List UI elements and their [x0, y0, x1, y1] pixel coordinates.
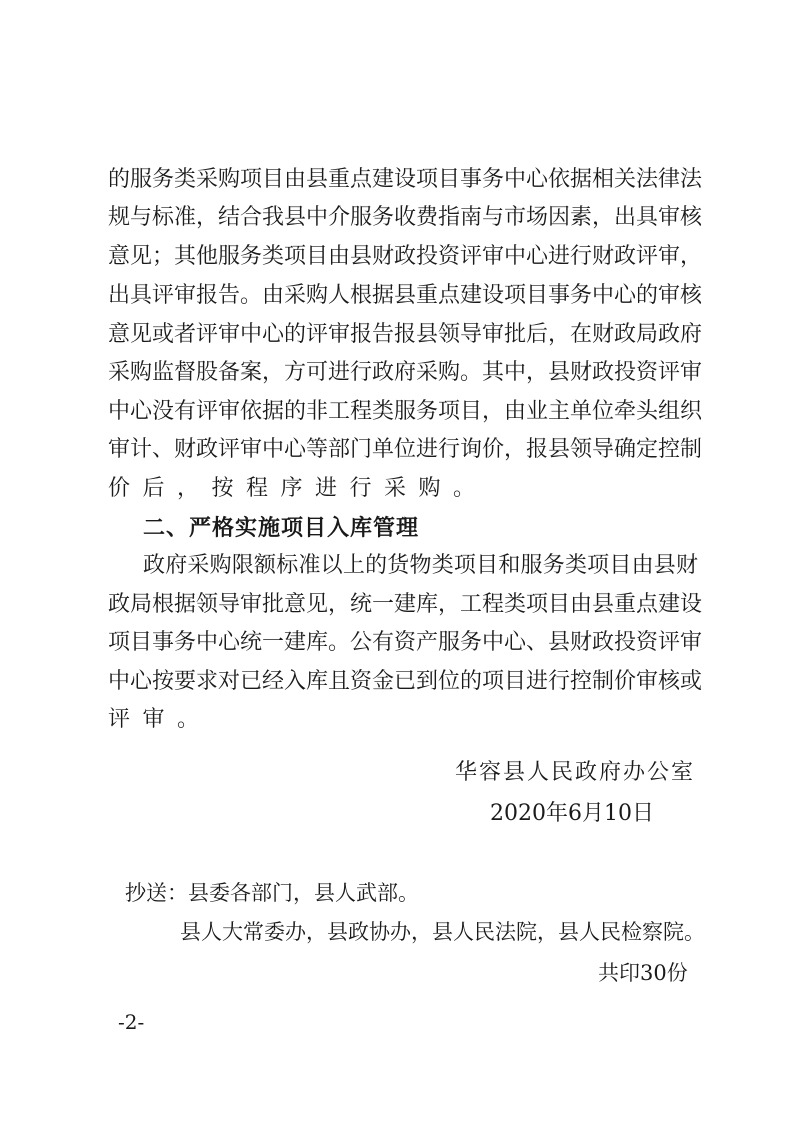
issuer-name: 华容县人民政府办公室: [455, 760, 696, 785]
paragraph1-line: 出具评审报告。由采购人根据县重点建设项目事务中心的审核: [108, 283, 703, 308]
page-number: -2-: [118, 1010, 145, 1034]
paragraph1-line: 中心没有评审依据的非工程类服务项目，由业主单位牵头组织: [108, 399, 703, 424]
paragraph2-line: 中心按要求对已经入库且资金已到位的项目进行控制价审核或: [108, 669, 703, 694]
copies-count: 共印30份: [598, 961, 688, 985]
paragraph1-line: 规与标准，结合我县中介服务收费指南与市场因素，出具审核: [108, 205, 703, 230]
paragraph2-line: 政府采购限额标准以上的货物类项目和服务类项目由县财: [143, 553, 698, 578]
paragraph2-line: 项目事务中心统一建库。公有资产服务中心、县财政投资评审: [108, 630, 703, 655]
paragraph1-line: 采购监督股备案，方可进行政府采购。其中，县财政投资评审: [108, 360, 703, 385]
distribution-line-1: 抄送：县委各部门，县人武部。: [125, 881, 419, 905]
paragraph1-line: 审计、财政评审中心等部门单位进行询价，报县领导确定控制: [108, 437, 703, 462]
paragraph1-line: 价后，按程序进行采购。: [108, 476, 488, 501]
paragraph1-line: 意见或者评审中心的评审报告报县领导审批后，在财政局政府: [108, 322, 703, 347]
paragraph1-line: 意见；其他服务类项目由县财政投资评审中心进行财政评审，: [108, 244, 703, 269]
paragraph2-line: 政局根据领导审批意见，统一建库，工程类项目由县重点建设: [108, 592, 703, 617]
issue-date: 2020年6月10日: [490, 801, 654, 826]
paragraph1-line: 的服务类采购项目由县重点建设项目事务中心依据相关法律法: [108, 167, 703, 192]
section-heading: 二、严格实施项目入库管理: [143, 515, 420, 541]
distribution-line-2: 县人大常委办，县政协办，县人民法院，县人民检察院。: [180, 920, 705, 944]
paragraph2-line: 评审。: [108, 707, 212, 732]
